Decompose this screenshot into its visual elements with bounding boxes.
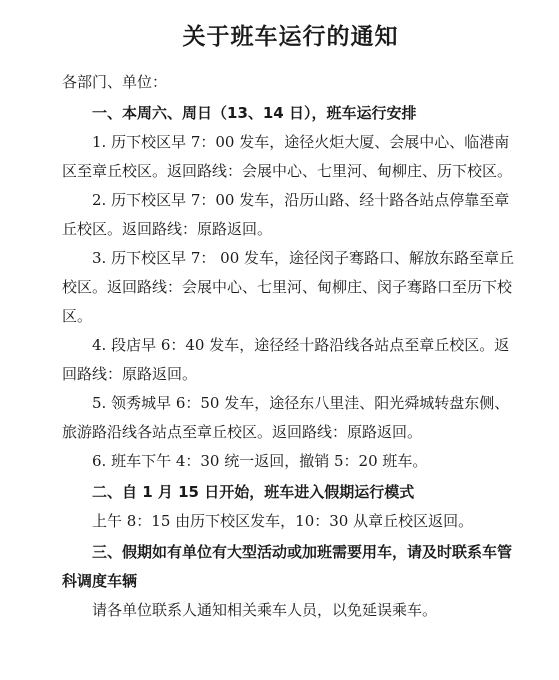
salutation: 各部门、单位： [62, 73, 168, 91]
section-2-body: 上午 8：15 由历下校区发车，10：30 从章丘校区返回。 [92, 512, 474, 530]
section-1-item-6: 6. 班车下午 4：30 统一返回，撤销 5：20 班车。 [92, 452, 428, 470]
section-3-heading: 三、假期如有单位有大型活动或加班需要用车，请及时联系车管科调度车辆 [62, 543, 513, 590]
section-1-item-2: 2. 历下校区早 7：00 发车，沿历山路、经十路各站点停靠至章丘校区。返回路线：原路返回。 [62, 191, 510, 238]
document-title: 关于班车运行的通知 [182, 23, 399, 50]
section-2-heading: 二、自 1 月 15 日开始，班车进入假期运行模式 [92, 483, 415, 501]
section-3-body: 请各单位联系人通知相关乘车人员，以免延误乘车。 [92, 601, 438, 619]
section-1-item-4: 4. 段店早 6：40 发车，途径经十路沿线各站点至章丘校区。返回路线：原路返回。 [62, 336, 510, 383]
section-1-heading: 一、本周六、周日（13、14 日），班车运行安排 [92, 104, 417, 122]
section-1-item-1: 1. 历下校区早 7：00 发车，途径火炬大厦、会展中心、临港南区至章丘校区。返回路线：会展中心、七里河、甸柳庄、历下校区。 [62, 133, 513, 180]
section-1-item-3: 3. 历下校区早 7： 00 发车，途径闵子骞路口、解放东路至章丘校区。返回路线：会展中心、七里河、甸柳庄、闵子骞路口至历下校区。 [62, 249, 515, 325]
section-1-item-5: 5. 领秀城早 6：50 发车，途径东八里洼、阳光舜城转盘东侧、旅游路沿线各站点至章丘校区。返回路线：原路返回。 [62, 394, 510, 441]
